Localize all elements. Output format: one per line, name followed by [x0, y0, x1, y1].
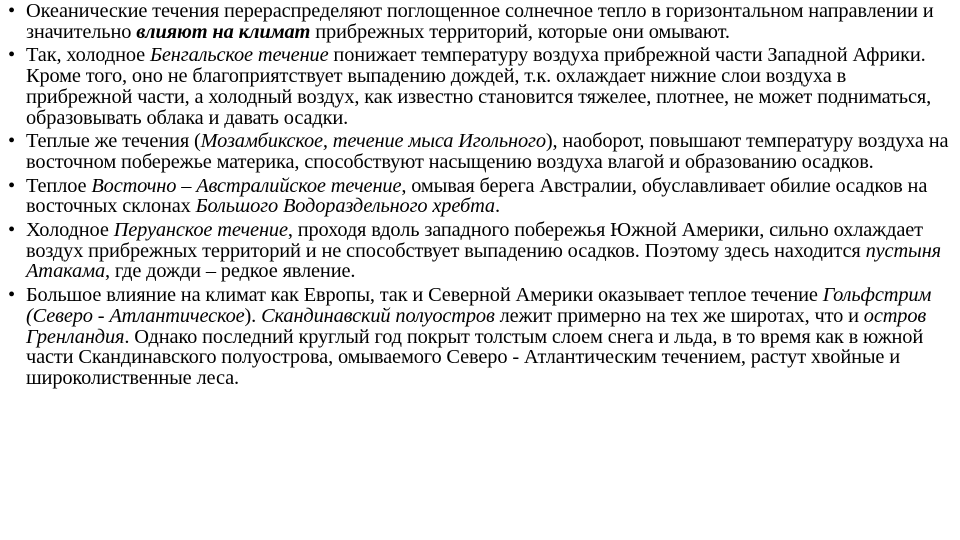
text-run: Теплое: [26, 174, 92, 197]
italic-term: пустыня Атакама: [26, 239, 941, 283]
bullet-text: [26, 1, 952, 42]
bullet-text: [26, 45, 952, 128]
italic-term: Скандинавский полуостров: [261, 304, 495, 327]
text-run: ).: [244, 304, 262, 327]
text-run: ), наоборот, повышают температуру воздуха на восточном побережье материка, способствуют насыщению воздуха влагой и образованию осадков.: [26, 130, 949, 173]
bullet-item: [8, 285, 952, 389]
italic-term: Мозамбикское, течение мыса Игольного: [200, 130, 546, 153]
bullet-item: [8, 45, 952, 128]
text-run: Холодное: [26, 219, 114, 242]
text-run: Большое влияние на климат как Европы, так и Северной Америки оказывает теплое течение: [26, 284, 823, 307]
bullet-item: [8, 1, 952, 42]
bullet-icon: •: [8, 0, 15, 22]
text-run: Океанические течения перераспределяют поглощенное солнечное тепло в горизонтальном направлении и значительно: [26, 0, 934, 43]
bullet-icon: •: [8, 130, 15, 153]
bullet-list: [8, 1, 952, 392]
text-run: Теплые же течения (: [26, 130, 201, 153]
text-run: прибрежных территорий, которые они омывают.: [310, 20, 730, 43]
italic-term: Восточно – Австралийское течение: [91, 174, 402, 197]
italic-term: Гольфстрим (Северо - Атлантическое: [26, 284, 932, 327]
bullet-text: [26, 285, 952, 389]
italic-term: Большого Водораздельного хребта: [195, 195, 495, 218]
text-run: Так, холодное: [26, 44, 151, 67]
italic-term: Перуанское течение: [113, 219, 288, 242]
text-run: , омывая берега Австралии, обуславливает обилие осадков на восточных склонах: [26, 174, 928, 218]
bullet-item: [8, 131, 952, 172]
bullet-text: [26, 176, 952, 217]
bullet-text: [26, 131, 952, 172]
bullet-icon: •: [8, 219, 15, 242]
italic-term: остров Гренландия: [26, 304, 927, 348]
text-run: понижает температуру воздуха прибрежной части Западной Африки. Кроме того, оно не благоприятствует выпадению дождей, т.к. охлаждает нижние слои воздуха в прибрежной части, а холодный воздух, как известно становится тяжелее, плотнее, не может подниматься, образовывать облака и давать осадки.: [26, 44, 932, 129]
bullet-icon: •: [8, 44, 15, 67]
emphasis-text: влияют на климат: [136, 20, 311, 43]
text-run: . Однако последний круглый год покрыт толстым слоем снега и льда, в то время как в южной части Скандинавского полуострова, омываемого Северо - Атлантическим течением, растут хвойные и широколиственные леса.: [26, 325, 924, 389]
text-run: , где дожди – редкое явление.: [105, 260, 356, 283]
bullet-text: [26, 220, 952, 282]
bullet-icon: •: [8, 174, 15, 197]
bullet-icon: •: [8, 284, 15, 307]
italic-term: Бенгальское течение: [150, 44, 329, 67]
bullet-item: [8, 176, 952, 217]
text-run: лежит примерно на тех же широтах, что и: [494, 304, 864, 327]
text-run: , проходя вдоль западного побережья Южной Америки, сильно охлаждает воздух прибрежных территорий и не способствует выпадению осадков. Поэтому здесь находится: [26, 219, 923, 262]
text-run: .: [494, 195, 500, 218]
bullet-item: [8, 220, 952, 282]
